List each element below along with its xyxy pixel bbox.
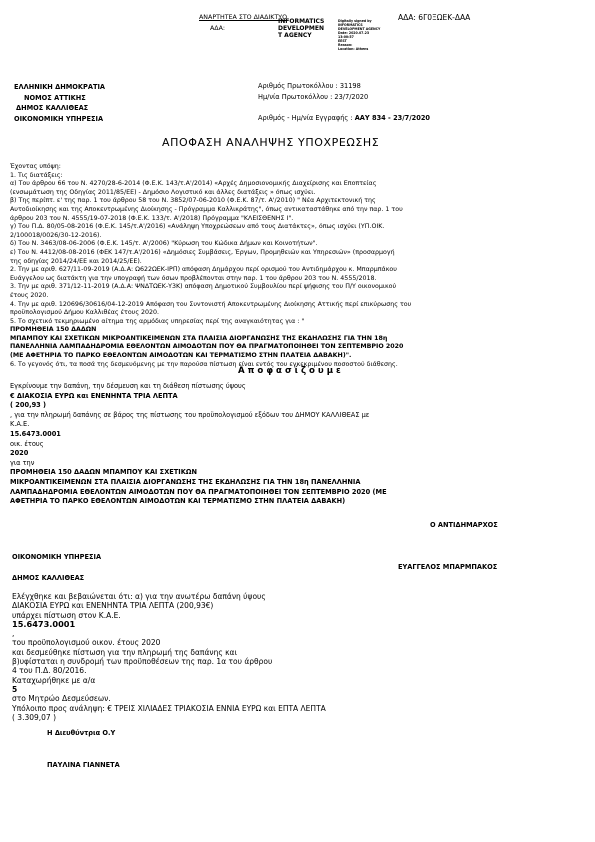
clause-line: (ενσωμάτωση της Οδηγίας 2011/85/ΕΕ) - Δημόσιο Λογιστικό και άλλες διατάξεις » όπως ισχύει.	[10, 188, 316, 196]
deputy-mayor-title: Ο ΑΝΤΙΔΗΜΑΡΧΟΣ	[430, 521, 498, 529]
registration-value: ΑΑΥ 834 - 23/7/2020	[354, 114, 431, 122]
clause-line: άρθρου 203 του Ν. 4555/19-07-2018 (Φ.Ε.Κ. 133/τ. Α'/2018) Πρόγραμμα "ΚΛΕΙΣΘΕΝΗΣ Ι".	[10, 214, 294, 222]
decision-line: Εγκρίνουμε την δαπάνη, την δέσμευση και τη διάθεση πίστωσης ύψους € ΔΙΑΚΟΣΙΑ ΕΥΡΩ και ΕΝΕΝΗΝΤΑ ΤΡΙΑ ΛΕΠΤΑ	[10, 382, 246, 400]
clause-line: Αυτοδιοίκησης και της Αποκεντρωμένης Διοίκησης - Πρόγραμμα Καλλικράτης", όπως αντικαταστάθηκε από την παρ. 1 του	[10, 205, 403, 213]
clause-line: της οδηγίας 2014/24/ΕΕ και 2014/25/ΕΕ).	[10, 257, 142, 265]
authority-line: ΕΛΛΗΝΙΚΗ ΔΗΜΟΚΡΑΤΙΑ	[14, 83, 106, 91]
protocol-number: Αριθμός Πρωτοκόλλου : 31198	[258, 82, 361, 90]
clause-line: 3. Την με αριθ. 371/12-11-2019 (Α.Δ.Α: ΨΝΔΤΩΕΚ-Υ3Κ) απόφαση Δημοτικού Συμβουλίου περί ψήφισης του Π/Υ οικονομικού	[10, 283, 397, 291]
certification-line: Ελέγχθηκε και βεβαιώνεται ότι: α) για την ανωτέρω δαπάνη ύψους	[12, 592, 266, 601]
document-title: ΑΠΟΦΑΣΗ ΑΝΑΛΗΨΗΣ ΥΠΟΧΡΕΩΣΗΣ	[162, 136, 380, 149]
decision-line: ( 200,93 ) , για την πληρωμή δαπάνης σε βάρος της πίστωσης του προϋπολογισμού εξόδων του ΔΗΜΟΥ ΚΑΛΛΙΘΕΑΣ με	[10, 401, 370, 419]
authority-line: ΔΗΜΟΣ ΚΑΛΛΙΘΕΑΣ	[16, 104, 89, 112]
clause-line: β) Της περίπτ. ε' της παρ. 1 του άρθρου 58 του Ν. 3852/07-06-2010 (Φ.Ε.Κ. 87/τ. Α'/2010) " Νέα Αρχιτεκτονική της	[10, 197, 376, 205]
clause-line: προϋπολογισμού Δήμου Καλλιθέας έτους 2020.	[10, 309, 160, 317]
certification-line: β)υφίσταται η συνδρομή των προϋποθέσεων της παρ. 1α του άρθρου	[12, 657, 273, 667]
decision-line-bold: ΛΑΜΠΑΔΗΔΡΟΜΙΑ ΕΘΕΛΟΝΤΩΝ ΑΙΜΟΔΟΤΩΝ ΠΟΥ ΘΑ ΠΡΑΓΜΑΤΟΠΟΙΗΘΕΙ ΤΟΝ ΣΕΠΤΕΜΒΡΙΟ 2020 (ΜΕ	[10, 487, 387, 496]
protocol-date: Ημ/νία Πρωτοκόλλου : 23/7/2020	[258, 93, 369, 101]
clause-line: 1. Τις διατάξεις:	[10, 171, 63, 179]
certification-line: του προϋπολογισμού οικον. έτους 2020	[12, 638, 161, 648]
stamp-details: Digitally signed by INFORMATICS DEVELOPMENT AGENCY Date: 2020.07.23 13:00:57 EEST Reason: Location: Athens	[338, 19, 381, 51]
authority-line: ΟΙΚΟΝΟΜΙΚΗ ΥΠΗΡΕΣΙΑ	[14, 114, 104, 123]
clause-line: 2. Την με αριθ. 627/11-09-2019 (Α.Δ.Α: Ω622ΩΕΚ-ΙΡΠ) απόφαση Δημάρχου περί ορισμού του Αντιδημάρχου κ. Μπαρμπάκου	[10, 266, 397, 274]
registration-label: Αριθμός - Ημ/νία Εγγραφής :	[258, 114, 353, 122]
municipality-name: ΔΗΜΟΣ ΚΑΛΛΙΘΕΑΣ	[12, 574, 85, 582]
certification-line: και δεσμεύθηκε πίστωση για την πληρωμή της δαπάνης και	[12, 647, 238, 657]
clause-line: έτους 2020.	[10, 291, 49, 299]
clause-line-bold: (ΜΕ ΑΦΕΤΗΡΙΑ ΤΟ ΠΑΡΚΟ ΕΘΕΛΟΝΤΩΝ ΑΙΜΟΔΟΤΩΝ ΚΑΙ ΤΕΡΜΑΤΙΣΜΟ ΣΤΗΝ ΠΛΑΤΕΙΑ ΔΑΒΑΚΗ)".	[10, 352, 352, 360]
certification-line: ( 3.309,07 )	[12, 712, 57, 722]
certification-line: υπάρχει πίστωση στον Κ.Α.Ε. 15.6473.0001 ,	[12, 610, 121, 639]
certification-line: Καταχωρήθηκε με α/α 5 στο Μητρώο Δεσμεύσεων.	[12, 675, 111, 704]
ada-label: ΑΔΑ:	[210, 25, 226, 32]
decision-section	[10, 382, 387, 507]
clause-line: 6. Το γεγονός ότι, τα ποσά της δεσμευόμενης με την παρούσα πίστωση είναι εντός του εγκεκριμένου ποσοστού διάθεσης.	[10, 360, 398, 368]
digital-signature-stamp	[270, 16, 390, 58]
clause-line: δ) Του Ν. 3463/08-06-2006 (Φ.Ε.Κ. 145/τ. Α'/2006) "Κύρωση του Κώδικα Δήμων και Κοινοτήτων".	[10, 240, 318, 248]
certification-line: Υπόλοιπο προς ανάληψη: € ΤΡΕΙΣ ΧΙΛΙΑΔΕΣ ΤΡΙΑΚΟΣΙΑ ΕΝΝΙΑ ΕΥΡΩ και ΕΠΤΑ ΛΕΠΤΑ	[12, 703, 326, 713]
financial-service: ΟΙΚΟΝΟΜΙΚΗ ΥΠΗΡΕΣΙΑ	[12, 553, 102, 561]
decide-heading: Α π ο φ α σ ί ζ ο υ μ ε	[238, 366, 341, 376]
clause-line: 4. Την με αριθ. 120696/30616/04-12-2019 Απόφαση του Συντονιστή Αποκεντρωμένης Διοίκησης Αττικής περί επικύρωσης του	[10, 300, 412, 308]
certification-line: ΔΙΑΚΟΣΙΑ ΕΥΡΩ και ΕΝΕΝΗΝΤΑ ΤΡΙΑ ΛΕΠΤΑ (200,93€)	[12, 601, 214, 611]
registration-number	[258, 114, 430, 122]
ada-value: ΑΔΑ: 6Γ0ΞΩΕΚ-ΔΑΑ	[398, 13, 471, 22]
stamp-agency-name: INFORMATICS DEVELOPMEN T AGENCY	[278, 18, 325, 39]
clause-line-5: 5. Το σχετικό τεκμηριωμένο αίτημα της αρμόδιας υπηρεσίας περί της αναγκαιότητας για : " ΠΡΟΜΗΘΕΙΑ 150 ΔΑΔΩΝ	[10, 317, 305, 334]
director-name: ΠΑΥΛΙΝΑ ΓΙΑΝΝΕΤΑ	[47, 761, 120, 769]
decision-line-bold: ΜΙΚΡΟΑΝΤΙΚΕΙΜΕΝΩΝ ΣΤΑ ΠΛΑΙΣΙΑ ΔΙΟΡΓΑΝΩΣΗΣ ΤΗΣ ΕΚΔΗΛΩΣΗΣ ΓΙΑ ΤΗΝ 18η ΠΑΝΕΛΛΗΝΙΑ	[10, 477, 361, 486]
authority-line: ΝΟΜΟΣ ΑΤΤΙΚΗΣ	[24, 93, 86, 102]
clause-line: ε) Του Ν. 4412/08-08-2016 (ΦΕΚ 147/τ.Α'/2016) «Δημόσιες Συμβάσεις, Έργων, Προμηθειών και Υπηρεσιών» (προσαρμογή	[10, 248, 395, 256]
director-title: Η Διευθύντρια Ο.Υ	[47, 729, 116, 737]
clause-line-bold: ΠΑΝΕΛΛΗΝΙΑ ΛΑΜΠΑΔΗΔΡΟΜΙΑ ΕΘΕΛΟΝΤΩΝ ΑΙΜΟΔΟΤΩΝ ΠΟΥ ΘΑ ΠΡΑΓΜΑΤΟΠΟΙΗΘΕΙ ΤΟΝ ΣΕΠΤΕΜΒΡΙΟ 2020	[10, 343, 404, 351]
clause-line-bold: ΜΠΑΜΠΟΥ ΚΑΙ ΣΧΕΤΙΚΩΝ ΜΙΚΡΟΑΝΤΙΚΕΙΜΕΝΩΝ ΣΤΑ ΠΛΑΙΣΙΑ ΔΙΟΡΓΑΝΩΣΗΣ ΤΗΣ ΕΚΔΗΛΩΣΗΣ ΓΙΑ ΤΗΝ 18η	[10, 334, 388, 342]
considering-section	[10, 163, 411, 369]
clause-line: α) Του άρθρου 66 του Ν. 4270/28-6-2014 (Φ.Ε.Κ. 143/τ.Α'/2014) «Αρχές Δημοσιονομικής Διαχείρισης και Εποπτείας	[10, 180, 377, 188]
certification-section	[12, 592, 326, 722]
deputy-mayor-name: ΕΥΑΓΓΕΛΟΣ ΜΠΑΡΜΠΑΚΟΣ	[398, 563, 498, 571]
decision-line-bold: ΑΦΕΤΗΡΙΑ ΤΟ ΠΑΡΚΟ ΕΘΕΛΟΝΤΩΝ ΑΙΜΟΔΟΤΩΝ ΚΑΙ ΤΕΡΜΑΤΙΣΜΟ ΣΤΗΝ ΠΛΑΤΕΙΑ ΔΑΒΑΚΗ)	[10, 497, 346, 506]
clause-line: γ) Του Π.Δ. 80/05-08-2016 (Φ.Ε.Κ. 145/τ.Α'/2016) «Ανάληψη Υποχρεώσεων από τους Διατάκτες», όπως ισχύει (ΥΠ.ΟΙΚ.	[10, 223, 385, 231]
considering-intro: Έχοντας υπόψη:	[10, 163, 61, 170]
clause-line: Ευάγγελου ως διατάκτη για την υπογραφή των όσων προβλέπονται στην παρ. 1 του άρθρου 203 του Ν. 4555/2018.	[10, 274, 377, 282]
posting-notice: ΑΝΑΡΤΗΤΕΑ ΣΤΟ ΔΙΑΔΙΚΤΥΟ	[199, 14, 288, 21]
certification-line: 4 του Π.Δ. 80/2016.	[12, 666, 87, 676]
authority-block	[14, 82, 105, 124]
decision-line: Κ.Α.Ε. 15.6473.0001 οικ. έτους 2020 για την ΠΡΟΜΗΘΕΙΑ 150 ΔΑΔΩΝ ΜΠΑΜΠΟΥ ΚΑΙ ΣΧΕΤΙΚΩΝ	[10, 420, 197, 477]
clause-line: 2/100018/0026/30-12-2016).	[10, 231, 102, 239]
